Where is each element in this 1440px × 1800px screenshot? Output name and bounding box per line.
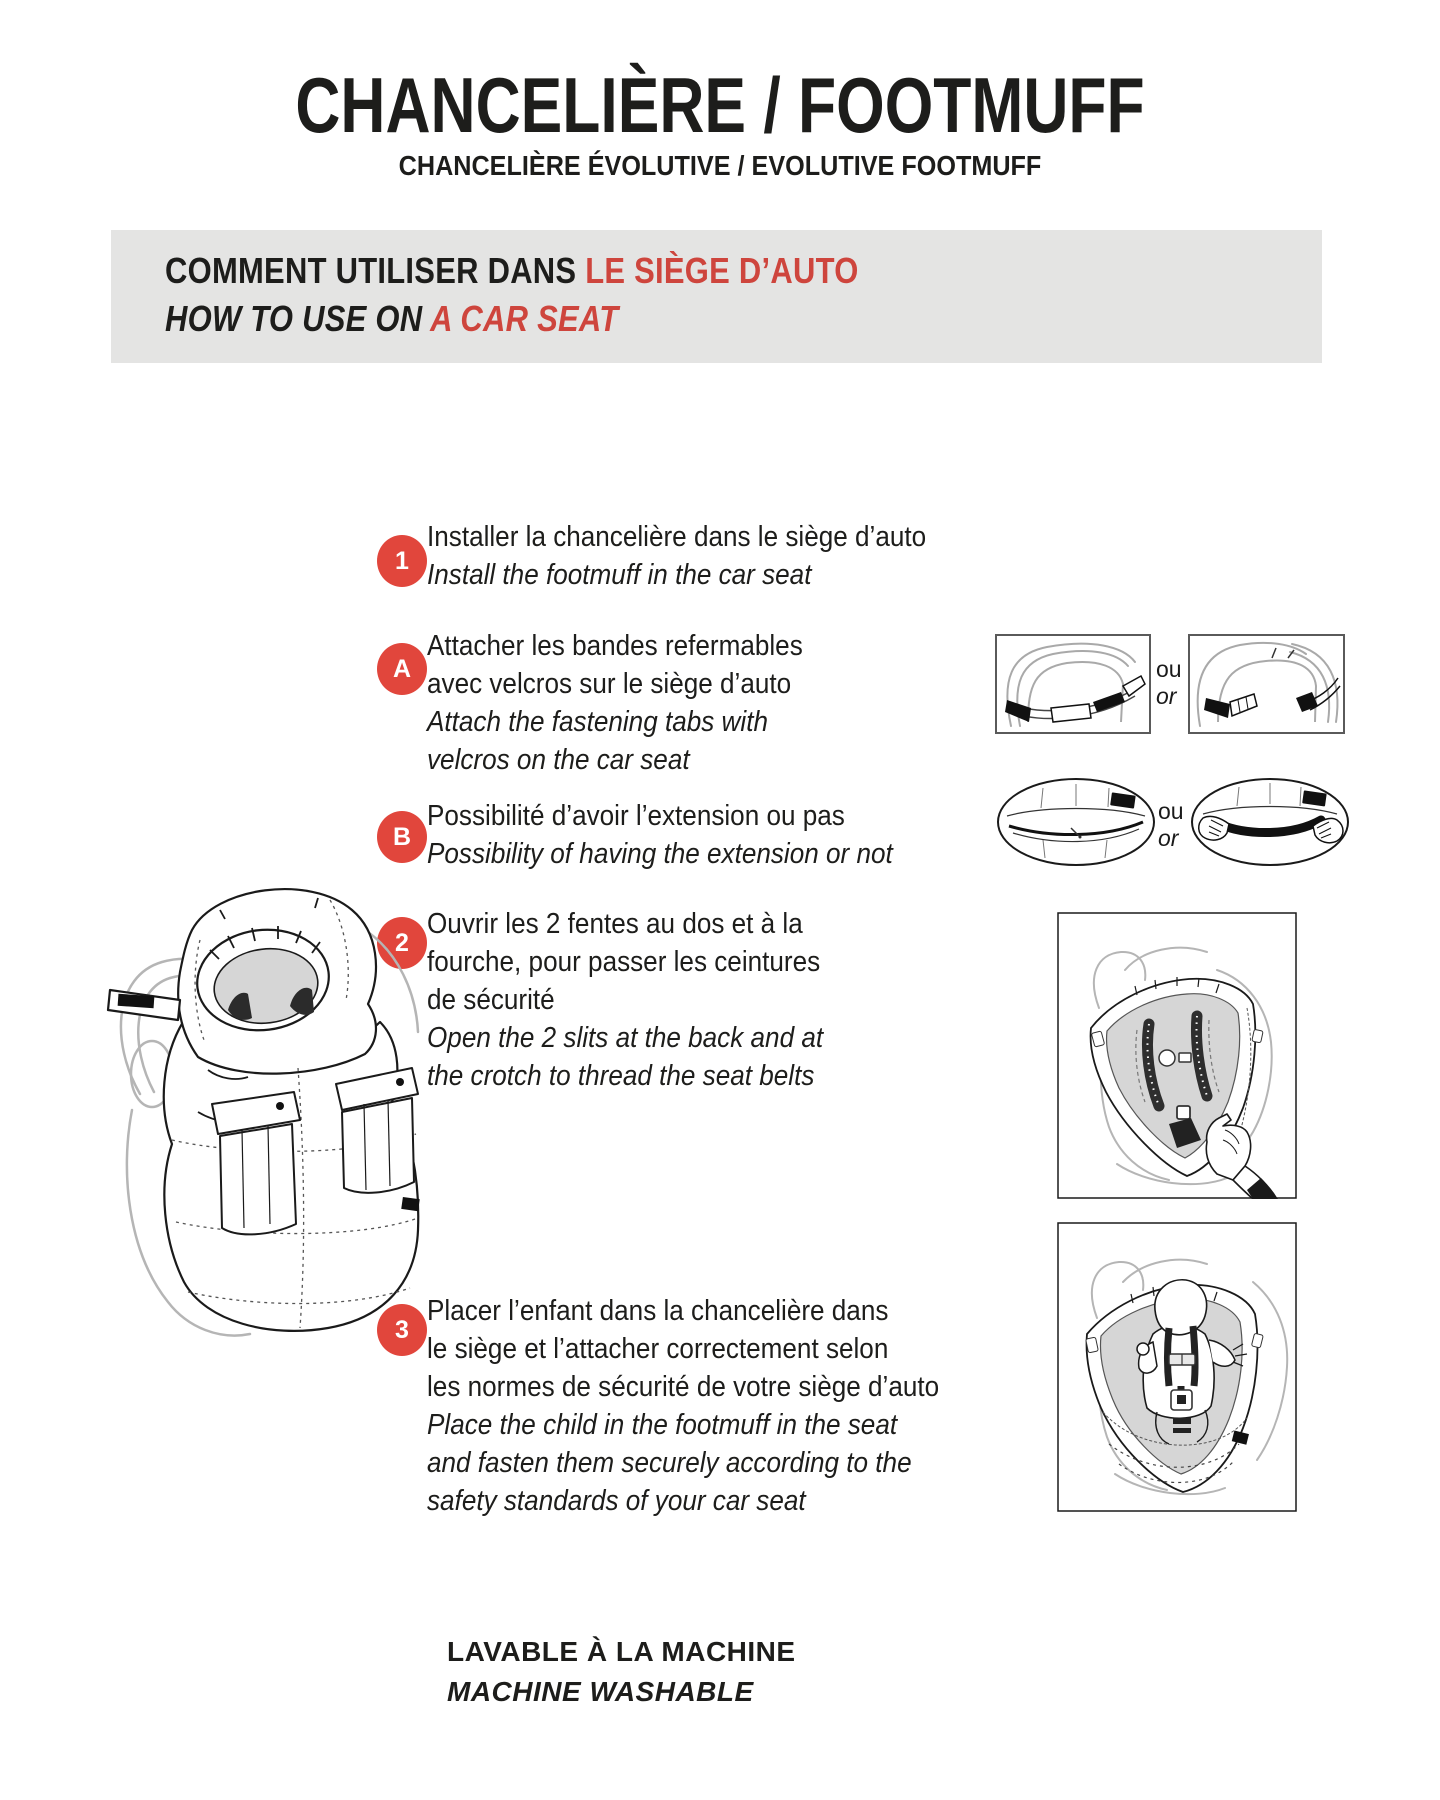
step-b-text (427, 797, 893, 873)
step-3-fr-line: le siège et l’attacher correctement selon (427, 1333, 889, 1365)
step-1-en-line: Install the footmuff in the car seat (427, 559, 812, 591)
step-a-badge: A (377, 643, 427, 695)
step-3-en-line: safety standards of your car seat (427, 1485, 806, 1517)
or-label-b (1158, 798, 1184, 852)
step-a-en-line: velcros on the car seat (427, 744, 690, 776)
step-3-en-line: Place the child in the footmuff in the seat (427, 1409, 898, 1441)
banner-en-black: HOW TO USE ON (165, 298, 431, 339)
washable-note-en: MACHINE WASHABLE (447, 1676, 754, 1707)
child-in-footmuff-illustration (1057, 1222, 1297, 1512)
step-3-en-line: and fasten them securely according to the (427, 1447, 912, 1479)
step-3-fr-line: les normes de sécurité de votre siège d’auto (427, 1371, 940, 1403)
section-banner (111, 230, 1322, 363)
step-b-fr-line: Possibilité d’avoir l’extension ou pas (427, 800, 845, 832)
step-1-text (427, 518, 926, 594)
hands-extension-illustration (1189, 776, 1351, 868)
banner-line-en (165, 298, 618, 340)
step-a-fr-line: avec velcros sur le siège d’auto (427, 668, 792, 700)
footmuff-front-illustration (80, 872, 425, 1337)
step-2-en-line: the crotch to thread the seat belts (427, 1060, 815, 1092)
step-a-en-line: Attach the fastening tabs with (427, 706, 768, 738)
page-subtitle: CHANCELIÈRE ÉVOLUTIVE / EVOLUTIVE FOOTMUFF (398, 150, 1042, 181)
or-label-b-en: or (1158, 825, 1179, 851)
open-footmuff-slits-illustration (1057, 912, 1297, 1199)
strap-across-seat-illustration (995, 634, 1151, 734)
step-3-text (427, 1292, 939, 1520)
step-a-fr-line: Attacher les bandes refermables (427, 630, 803, 662)
banner-line-fr (165, 250, 859, 292)
or-label-a-en: or (1156, 683, 1177, 709)
step-3-fr-line: Placer l’enfant dans la chancelière dans (427, 1295, 889, 1327)
page-title: CHANCELIÈRE / FOOTMUFF (295, 61, 1145, 149)
step-2-badge: 2 (377, 917, 427, 969)
banner-fr-red: LE SIÈGE D’AUTO (585, 250, 859, 291)
or-label-a-fr: ou (1156, 656, 1182, 682)
step-b-badge: B (377, 811, 427, 863)
step-2-en-line: Open the 2 slits at the back and at (427, 1022, 824, 1054)
or-label-b-fr: ou (1158, 798, 1184, 824)
step-2-fr-line: de sécurité (427, 984, 555, 1016)
banner-en-red: A CAR SEAT (430, 298, 619, 339)
step-3-badge: 3 (377, 1304, 427, 1356)
step-2-fr-line: fourche, pour passer les ceintures (427, 946, 821, 978)
banner-fr-black: COMMENT UTILISER DANS (165, 250, 586, 291)
step-b-en-line: Possibility of having the extension or not (427, 838, 893, 870)
strap-ends-seat-illustration (1188, 634, 1345, 734)
step-2-text (427, 905, 823, 1095)
step-1-fr-line: Installer la chancelière dans le siège d’auto (427, 521, 927, 553)
step-1-badge: 1 (377, 535, 427, 587)
footmuff-without-extension-illustration (995, 776, 1158, 868)
or-label-a (1156, 656, 1182, 710)
washable-note-fr: LAVABLE À LA MACHINE (447, 1636, 796, 1667)
step-a-text (427, 627, 803, 779)
step-2-fr-line: Ouvrir les 2 fentes au dos et à la (427, 908, 803, 940)
